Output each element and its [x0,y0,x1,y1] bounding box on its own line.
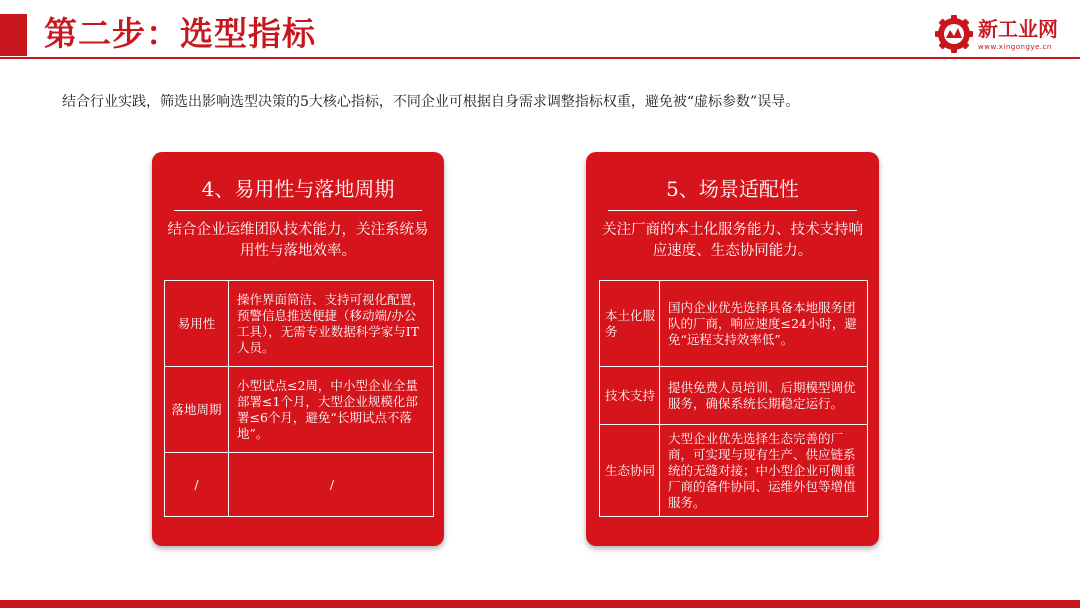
card-description: 关注厂商的本土化服务能力、技术支持响应速度、生态协同能力。 [602,222,863,259]
criteria-key: 技术支持 [600,367,660,425]
logo-name: 新工业网 [978,17,1058,41]
table-row [600,281,868,367]
criteria-key: 本土化服务 [600,281,660,367]
intro-text: 结合行业实践，筛选出影响选型决策的5大核心指标，不同企业可根据自身需求调整指标权重，避免被“虚标参数”误导。 [62,94,800,110]
criteria-key: 生态协同 [600,425,660,517]
page-title: 第二步：选型指标 [44,14,316,53]
criteria-table [164,280,434,517]
table-row [165,367,434,453]
footer-bar [0,600,1080,608]
table-row [600,367,868,425]
criteria-key: 落地周期 [165,367,229,453]
brand-logo [934,14,1074,58]
criteria-key: / [165,453,229,517]
criteria-key: 易用性 [165,281,229,367]
table-row [165,281,434,367]
criteria-value: 操作界面简洁、支持可视化配置，预警信息推送便捷（移动端/办公工具），无需专业数据科学家与IT人员。 [229,281,434,367]
title-accent-bar [0,14,27,56]
card-divider [174,210,422,211]
criteria-value: / [229,453,434,517]
title-divider [0,57,1080,59]
criteria-value: 大型企业优先选择生态完善的厂商，可实现与现有生产、供应链系统的无缝对接；中小型企业可侧重厂商的备件协同、运维外包等增值服务。 [660,425,868,517]
table-row [165,453,434,517]
indicator-card-scenario-fit [586,152,879,546]
criteria-value: 小型试点≤2周，中小型企业全量部署≤1个月，大型企业规模化部署≤6个月，避免“长期试点不落地”。 [229,367,434,453]
card-divider [608,210,857,211]
logo-url: www.xingongye.cn [978,43,1052,51]
indicator-card-usability [152,152,444,546]
criteria-table [599,280,868,517]
criteria-value: 国内企业优先选择具备本地服务团队的厂商，响应速度≤24小时，避免“远程支持效率低”。 [660,281,868,367]
criteria-value: 提供免费人员培训、后期模型调优服务，确保系统长期稳定运行。 [660,367,868,425]
gear-icon [934,14,974,54]
card-title: 4、易用性与落地周期 [201,177,395,201]
table-row [600,425,868,517]
card-title: 5、场景适配性 [666,177,799,201]
card-description: 结合企业运维团队技术能力，关注系统易用性与落地效率。 [167,222,429,259]
